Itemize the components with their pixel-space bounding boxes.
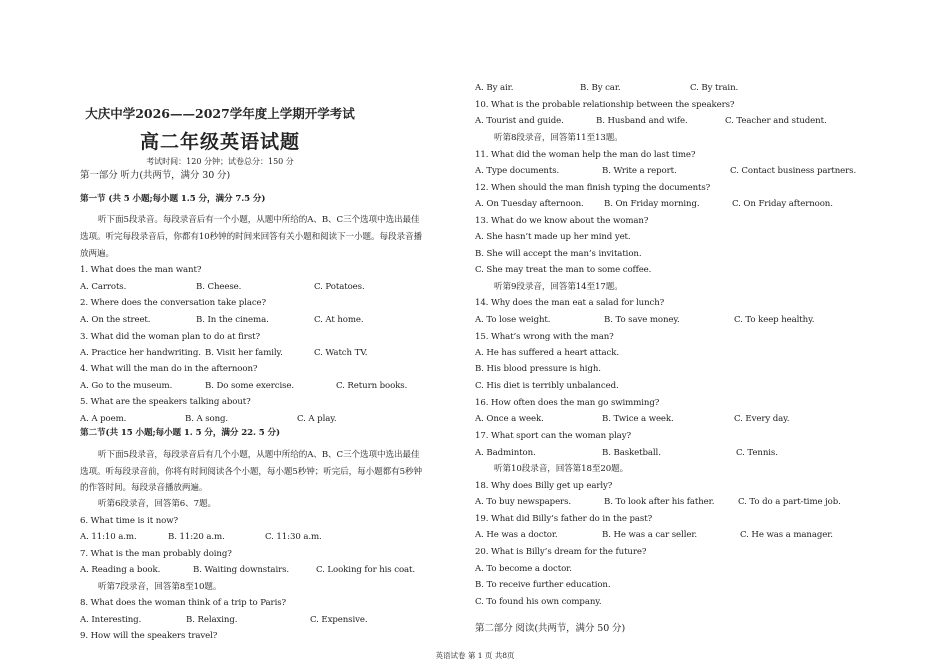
q9-option-b: B. By car. xyxy=(580,83,621,93)
q6-option-c: C. 11:30 a.m. xyxy=(265,532,322,542)
q15-option-a: A. He has suffered a heart attack. xyxy=(475,348,619,358)
q2-option-c: C. At home. xyxy=(314,315,364,325)
q14-option-c: C. To keep healthy. xyxy=(734,315,815,325)
question-11: 11. What did the woman help the man do last time? xyxy=(475,150,696,160)
exam-title: 大庆中学2026——2027学年度上学期开学考试 xyxy=(85,106,355,121)
q7-option-b: B. Waiting downstairs. xyxy=(193,565,290,575)
page-footer: 英语试卷 第 1 页 共8页 xyxy=(435,651,515,660)
q14-option-a: A. To lose weight. xyxy=(475,315,551,325)
question-12: 12. When should the man finish typing the documents? xyxy=(475,183,711,193)
q19-option-b: B. He was a car seller. xyxy=(602,530,698,540)
q10-option-c: C. Teacher and student. xyxy=(725,116,827,126)
q16-option-a: A. Once a week. xyxy=(475,414,544,424)
q12-option-a: A. On Tuesday afternoon. xyxy=(475,199,584,209)
q19-option-a: A. He was a doctor. xyxy=(475,530,558,540)
audio7-note: 听第7段录音，回答第8至10题。 xyxy=(98,582,222,592)
q11-option-a: A. Type documents. xyxy=(475,166,560,176)
q12-option-b: B. On Friday morning. xyxy=(604,199,700,209)
q14-option-b: B. To save money. xyxy=(604,315,680,325)
q3-option-c: C. Watch TV. xyxy=(314,348,368,358)
audio6-note: 听第6段录音，回答第6、7题。 xyxy=(98,499,217,509)
section1-instr-2: 选项。听完每段录音后，你都有10秒钟的时间来回答有关小题和阅读下一小题。每段录音播 xyxy=(80,232,422,242)
q12-option-c: C. On Friday afternoon. xyxy=(732,199,833,209)
question-5: 5. What are the speakers talking about? xyxy=(80,397,251,407)
q6-option-a: A. 11:10 a.m. xyxy=(80,532,137,542)
q9-option-a: A. By air. xyxy=(475,83,514,93)
q18-option-c: C. To do a part-time job. xyxy=(738,497,841,507)
q20-option-b: B. To receive further education. xyxy=(475,580,611,590)
q20-option-c: C. To found his own company. xyxy=(475,597,602,607)
q4-option-c: C. Return books. xyxy=(336,381,408,391)
section2-instr-2: 选项。听每段录音前，你将有时间阅读各个小题，每小题5秒钟；听完后，每小题都有5秒钟 xyxy=(80,467,422,477)
q10-option-a: A. Tourist and guide. xyxy=(475,116,564,126)
q3-option-a: A. Practice her handwriting. xyxy=(80,348,201,358)
audio10-note: 听第10段录音，回答第18至20题。 xyxy=(494,464,629,474)
q15-option-c: C. His diet is terribly unbalanced. xyxy=(475,381,619,391)
q16-option-c: C. Every day. xyxy=(734,414,790,424)
q7-option-a: A. Reading a book. xyxy=(80,565,161,575)
question-14: 14. Why does the man eat a salad for lunch? xyxy=(475,298,665,308)
section1-instr-1: 听下面5段录音。每段录音后有一个小题，从题中所给的A、B、C三个选项中选出最佳 xyxy=(98,215,420,225)
section2-instr-3: 的作答时间。每段录音播放两遍。 xyxy=(80,483,208,493)
question-1: 1. What does the man want? xyxy=(80,265,202,275)
question-19: 19. What did Billy’s father do in the past? xyxy=(475,514,653,524)
q17-option-c: C. Tennis. xyxy=(736,448,778,458)
question-17: 17. What sport can the woman play? xyxy=(475,431,631,441)
q16-option-b: B. Twice a week. xyxy=(602,414,674,424)
q5-option-a: A. A poem. xyxy=(80,414,127,424)
q18-option-a: A. To buy newspapers. xyxy=(475,497,572,507)
q1-option-b: B. Cheese. xyxy=(196,282,242,292)
q11-option-c: C. Contact business partners. xyxy=(730,166,857,176)
question-13: 13. What do we know about the woman? xyxy=(475,216,649,226)
q8-option-a: A. Interesting. xyxy=(80,615,142,625)
q9-option-c: C. By train. xyxy=(690,83,739,93)
q19-option-c: C. He was a manager. xyxy=(740,530,833,540)
section1-instr-3: 放两遍。 xyxy=(80,249,114,259)
question-7: 7. What is the man probably doing? xyxy=(80,549,232,559)
question-10: 10. What is the probable relationship between the speakers? xyxy=(475,100,735,110)
q6-option-b: B. 11:20 a.m. xyxy=(168,532,225,542)
q13-option-b: B. She will accept the man’s invitation. xyxy=(475,249,642,259)
q5-option-b: B. A song. xyxy=(185,414,229,424)
q17-option-a: A. Badminton. xyxy=(475,448,536,458)
q4-option-a: A. Go to the museum. xyxy=(80,381,173,391)
question-4: 4. What will the man do in the afternoon? xyxy=(80,364,258,374)
q1-option-a: A. Carrots. xyxy=(80,282,127,292)
exam-meta: 考试时间：120 分钟；试卷总分：150 分 xyxy=(146,157,294,166)
q15-option-b: B. His blood pressure is high. xyxy=(475,364,601,374)
q13-option-c: C. She may treat the man to some coffee. xyxy=(475,265,652,275)
q2-option-b: B. In the cinema. xyxy=(196,315,269,325)
q7-option-c: C. Looking for his coat. xyxy=(316,565,416,575)
question-8: 8. What does the woman think of a trip to Paris? xyxy=(80,598,287,608)
q13-option-a: A. She hasn’t made up her mind yet. xyxy=(475,232,631,242)
section1-heading: 第一节 (共 5 小题;每小题 1.5 分，满分 7.5 分) xyxy=(80,194,266,204)
audio9-note: 听第9段录音，回答第14至17题。 xyxy=(494,282,623,292)
section2-instr-1: 听下面5段录音，每段录音后有几个小题，从题中所给的A、B、C三个选项中选出最佳 xyxy=(98,450,420,460)
question-3: 3. What did the woman plan to do at first? xyxy=(80,332,260,342)
audio8-note: 听第8段录音，回答第11至13题。 xyxy=(494,133,623,143)
q5-option-c: C. A play. xyxy=(297,414,337,424)
part1-heading: 第一部分 听力(共两节，满分 30 分) xyxy=(80,170,231,181)
question-16: 16. How often does the man go swimming? xyxy=(475,398,660,408)
q20-option-a: A. To become a doctor. xyxy=(475,564,572,574)
q10-option-b: B. Husband and wife. xyxy=(596,116,688,126)
q17-option-b: B. Basketball. xyxy=(602,448,661,458)
q8-option-b: B. Relaxing. xyxy=(186,615,238,625)
subject-title: 高二年级英语试题 xyxy=(139,131,300,153)
q2-option-a: A. On the street. xyxy=(80,315,151,325)
question-9: 9. How will the speakers travel? xyxy=(80,631,218,641)
q4-option-b: B. Do some exercise. xyxy=(205,381,295,391)
q18-option-b: B. To look after his father. xyxy=(604,497,715,507)
q1-option-c: C. Potatoes. xyxy=(314,282,365,292)
question-20: 20. What is Billy’s dream for the future? xyxy=(475,547,647,557)
q3-option-b: B. Visit her family. xyxy=(205,348,283,358)
q11-option-b: B. Write a report. xyxy=(602,166,677,176)
question-18: 18. Why does Billy get up early? xyxy=(475,481,613,491)
section2-heading: 第二节(共 15 小题;每小题 1. 5 分，满分 22. 5 分) xyxy=(80,428,280,438)
question-2: 2. Where does the conversation take place? xyxy=(80,298,267,308)
question-6: 6. What time is it now? xyxy=(80,516,178,526)
q8-option-c: C. Expensive. xyxy=(310,615,368,625)
question-15: 15. What’s wrong with the man? xyxy=(475,332,614,342)
part2-heading: 第二部分 阅读(共两节，满分 50 分) xyxy=(475,623,626,634)
